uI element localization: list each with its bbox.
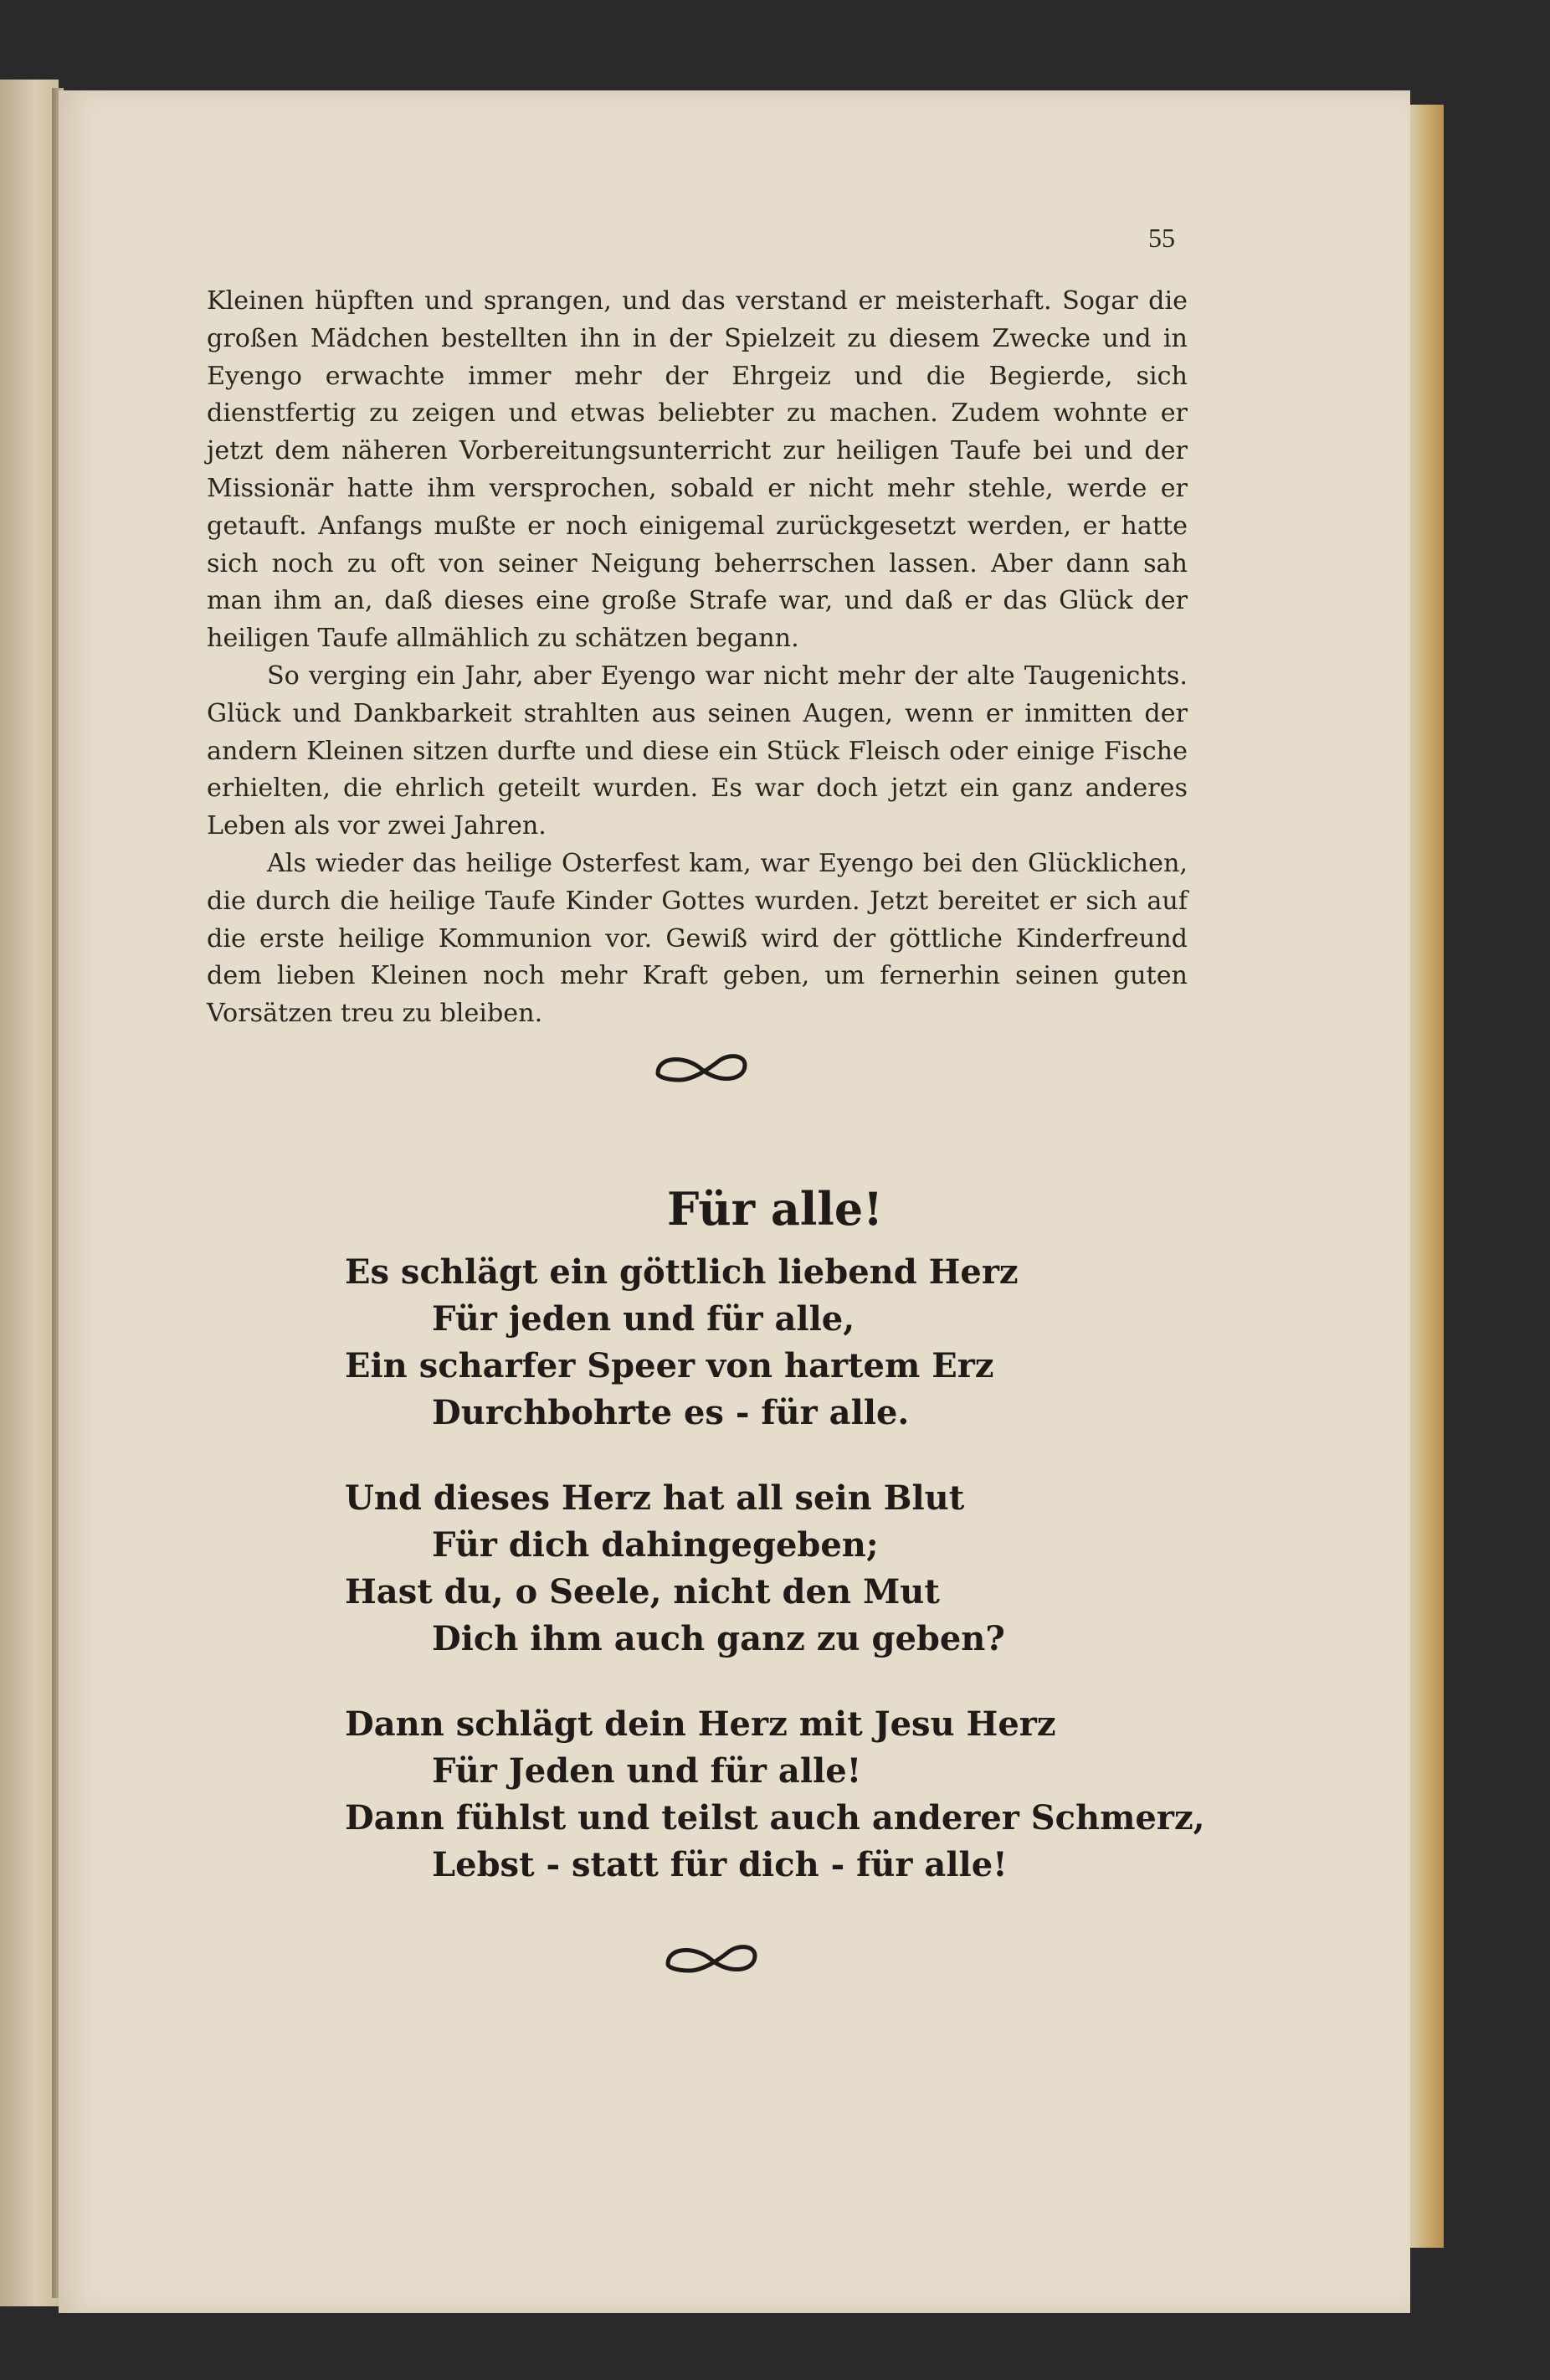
poem-title: Für alle! <box>667 1182 883 1236</box>
poem-line: Für Jeden und für alle! <box>432 1751 862 1791</box>
paragraph: So verging ein Jahr, aber Eyengo war nicht mehr der alte Taugenichts. Glück und Dankbarkeit strahlten aus seinen Augen, wenn er inmitten der andern Kleinen sitzen durfte und diese ein Stück Fleisch oder einige Fische erhielten, die ehrlich geteilt wurden. Es war doch jetzt ein ganz anderes Leben als vor zwei Jahren. <box>207 661 1188 841</box>
poem-line: Es schlägt ein göttlich liebend Herz <box>345 1252 1019 1292</box>
stanza <box>345 1249 1182 1437</box>
paragraph: Als wieder das heilige Osterfest kam, war Eyengo bei den Glücklichen, die durch die heilige Taufe Kinder Gottes wurden. Jetzt bereitet er sich auf die erste heilige Kommunion vor. Gewiß wird der göttliche Kinderfreund dem lieben Kleinen noch mehr Kraft geben, um fernerhin seinen guten Vorsätzen treu zu bleiben. <box>207 848 1188 1029</box>
poem <box>345 1249 1205 1927</box>
poem-line: Dann fühlst und teilst auch anderer Schmerz, <box>345 1798 1205 1838</box>
poem-line: Für dich dahingegeben; <box>432 1525 879 1565</box>
poem-line: Durchbohrte es - für alle. <box>432 1393 910 1432</box>
page-number: 55 <box>1148 223 1175 253</box>
stanza <box>345 1475 1182 1663</box>
paragraph: Kleinen hüpften und sprangen, und das verstand er meisterhaft. Sogar die großen Mädchen bestellten ihn in der Spielzeit zu diesem Zwecke und in Eyengo erwachte immer mehr der Ehrgeiz und die Begierde, sich dienstfertig zu zeigen und etwas beliebter zu machen. Zudem wohnte er jetzt dem näheren Vorbereitungsunterricht zur heiligen Taufe bei und der Missionär hatte ihm versprochen, sobald er nicht mehr stehle, werde er getauft. Anfangs mußte er noch einigemal zurückgesetzt werden, er hatte sich noch zu oft von seiner Neigung beherrschen lassen. Aber dann sah man ihm an, daß dieses eine große Strafe war, und daß er das Glück der heiligen Taufe allmählich zu schätzen begann. <box>207 286 1188 654</box>
stanza <box>345 1701 1205 1889</box>
poem-line: Dann schlägt dein Herz mit Jesu Herz <box>345 1704 1056 1744</box>
swash-ornament-icon <box>661 1939 762 1981</box>
poem-line: Und dieses Herz hat all sein Blut <box>345 1478 965 1518</box>
poem-line: Hast du, o Seele, nicht den Mut <box>345 1572 940 1612</box>
poem-line: Dich ihm auch ganz zu geben? <box>432 1619 1005 1658</box>
swash-ornament-icon <box>651 1048 752 1090</box>
poem-line: Lebst - statt für dich - für alle! <box>432 1845 1008 1884</box>
poem-line: Für jeden und für alle, <box>432 1299 855 1339</box>
page-block-edge <box>1410 105 1444 2248</box>
poem-line: Ein scharfer Speer von hartem Erz <box>345 1346 994 1385</box>
prose-block <box>207 283 1188 1033</box>
